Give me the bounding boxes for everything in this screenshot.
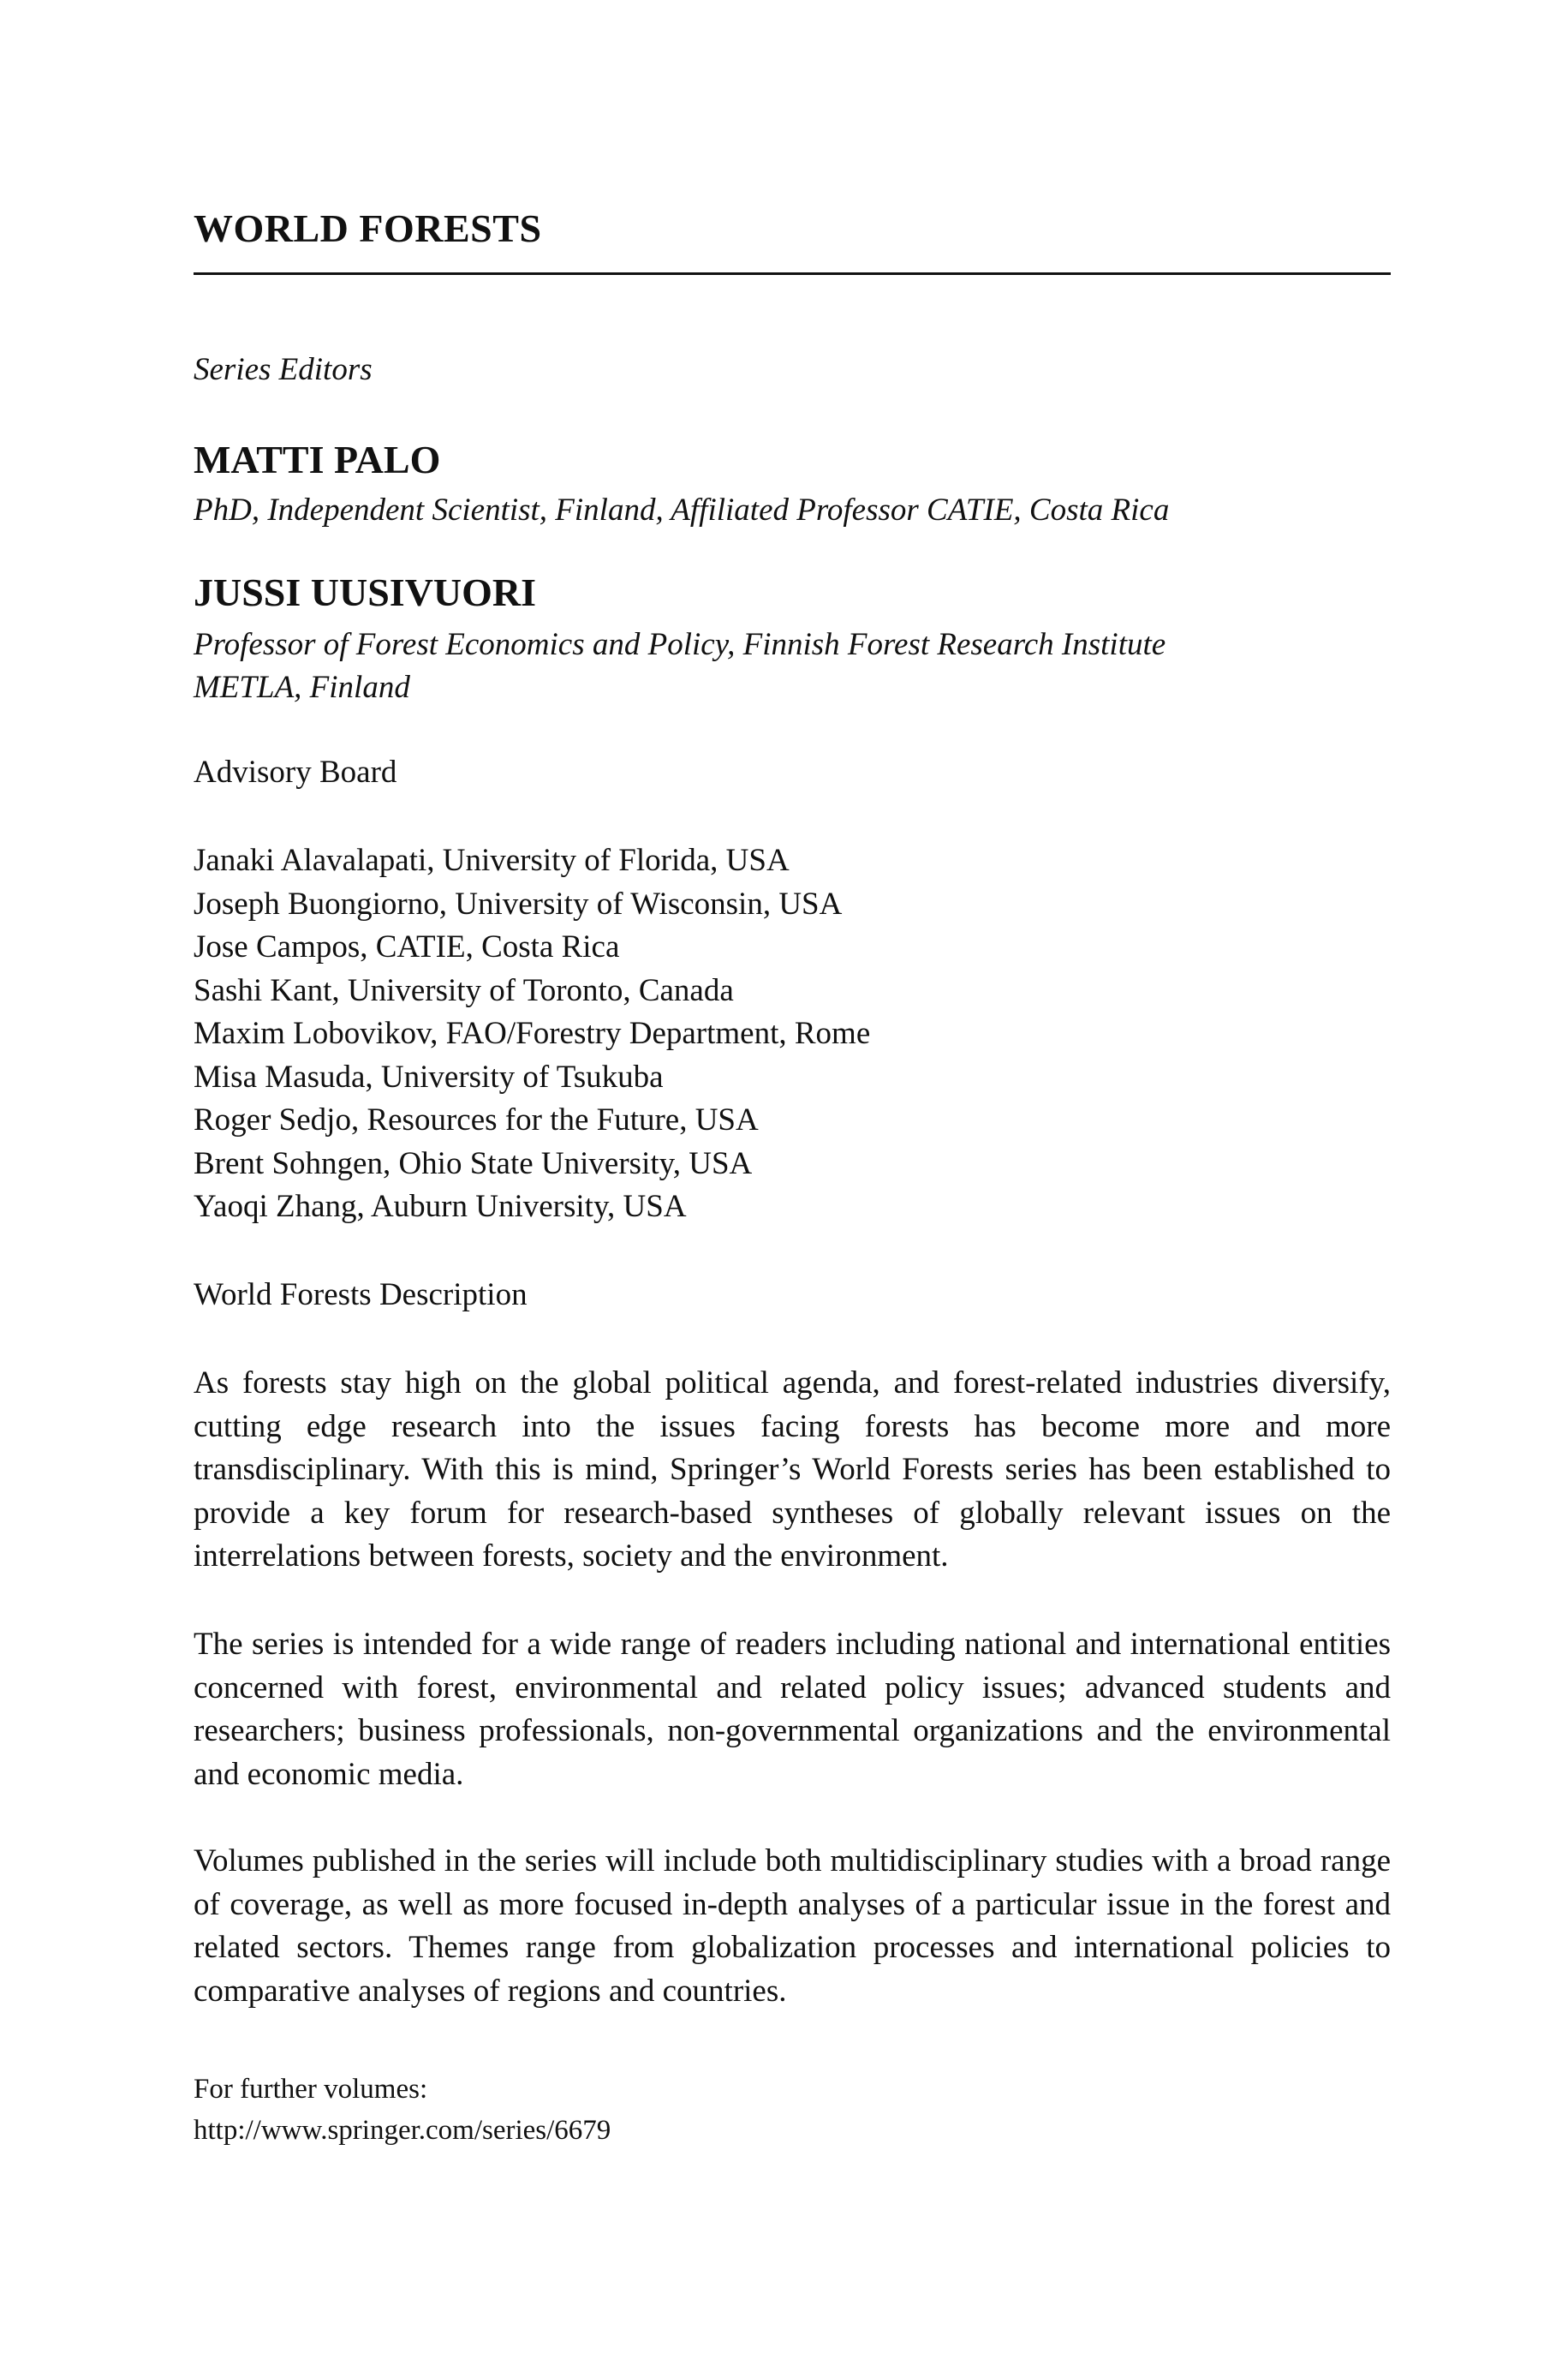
description-paragraph: As forests stay high on the global political agenda, and forest-related industries diversify, cutting edge research into the issues facing forests has become more and more transdisciplinary. With this is mind, Springer’s World Forests series has been established to provide a key forum for research-based syntheses of globally relevant issues on the interrelations between forests, society and the environment. [194, 1365, 1391, 1574]
further-volumes-label: For further volumes: [194, 2074, 428, 2105]
board-member: Roger Sedjo, Resources for the Future, USA [194, 1102, 759, 1138]
editor-affiliation-line: PhD, Independent Scientist, Finland, Affiliated Professor CATIE, Costa Rica [194, 493, 1170, 528]
description-paragraph: Volumes published in the series will include both multidisciplinary studies with a broad range of coverage, as well as more focused in-depth analyses of a particular issue in the forest and related sectors. Themes range from globalization processes and international policies to comparative analyses of regions and countries. [194, 1843, 1391, 2009]
advisory-board-list [194, 839, 870, 1229]
editor-affiliation-uusivuori [194, 624, 1391, 709]
editor-name-uusivuori: JUSSI UUSIVUORI [194, 570, 537, 614]
board-member: Brent Sohngen, Ohio State University, USA [194, 1145, 753, 1181]
series-url-link[interactable]: http://www.springer.com/series/6679 [194, 2115, 611, 2146]
board-member: Yaoqi Zhang, Auburn University, USA [194, 1189, 687, 1224]
editor-name-palo: MATTI PALO [194, 438, 441, 481]
board-member: Sashi Kant, University of Toronto, Canada [194, 972, 734, 1008]
description-paragraph: The series is intended for a wide range of readers including national and international entities concerned with forest, environmental and related policy issues; advanced students and researchers; business professionals, non-governmental organizations and the environmental and economic media. [194, 1627, 1391, 1792]
series-title: WORLD FORESTS [194, 206, 542, 250]
board-member: Jose Campos, CATIE, Costa Rica [194, 929, 620, 965]
board-member: Janaki Alavalapati, University of Florida, USA [194, 843, 790, 878]
advisory-board-heading: Advisory Board [194, 755, 397, 790]
editor-affiliation-line: METLA, Finland [194, 670, 410, 705]
description-heading: World Forests Description [194, 1277, 528, 1312]
editor-affiliation-palo [194, 489, 1391, 532]
title-rule [194, 272, 1391, 275]
series-editors-label: Series Editors [194, 352, 373, 387]
further-volumes [194, 2069, 611, 2151]
board-member: Joseph Buongiorno, University of Wisconsin, USA [194, 886, 843, 922]
board-member: Misa Masuda, University of Tsukuba [194, 1059, 664, 1095]
editor-affiliation-line: Professor of Forest Economics and Policy, Finnish Forest Research Institute [194, 627, 1166, 662]
board-member: Maxim Lobovikov, FAO/Forestry Department, Rome [194, 1016, 871, 1051]
